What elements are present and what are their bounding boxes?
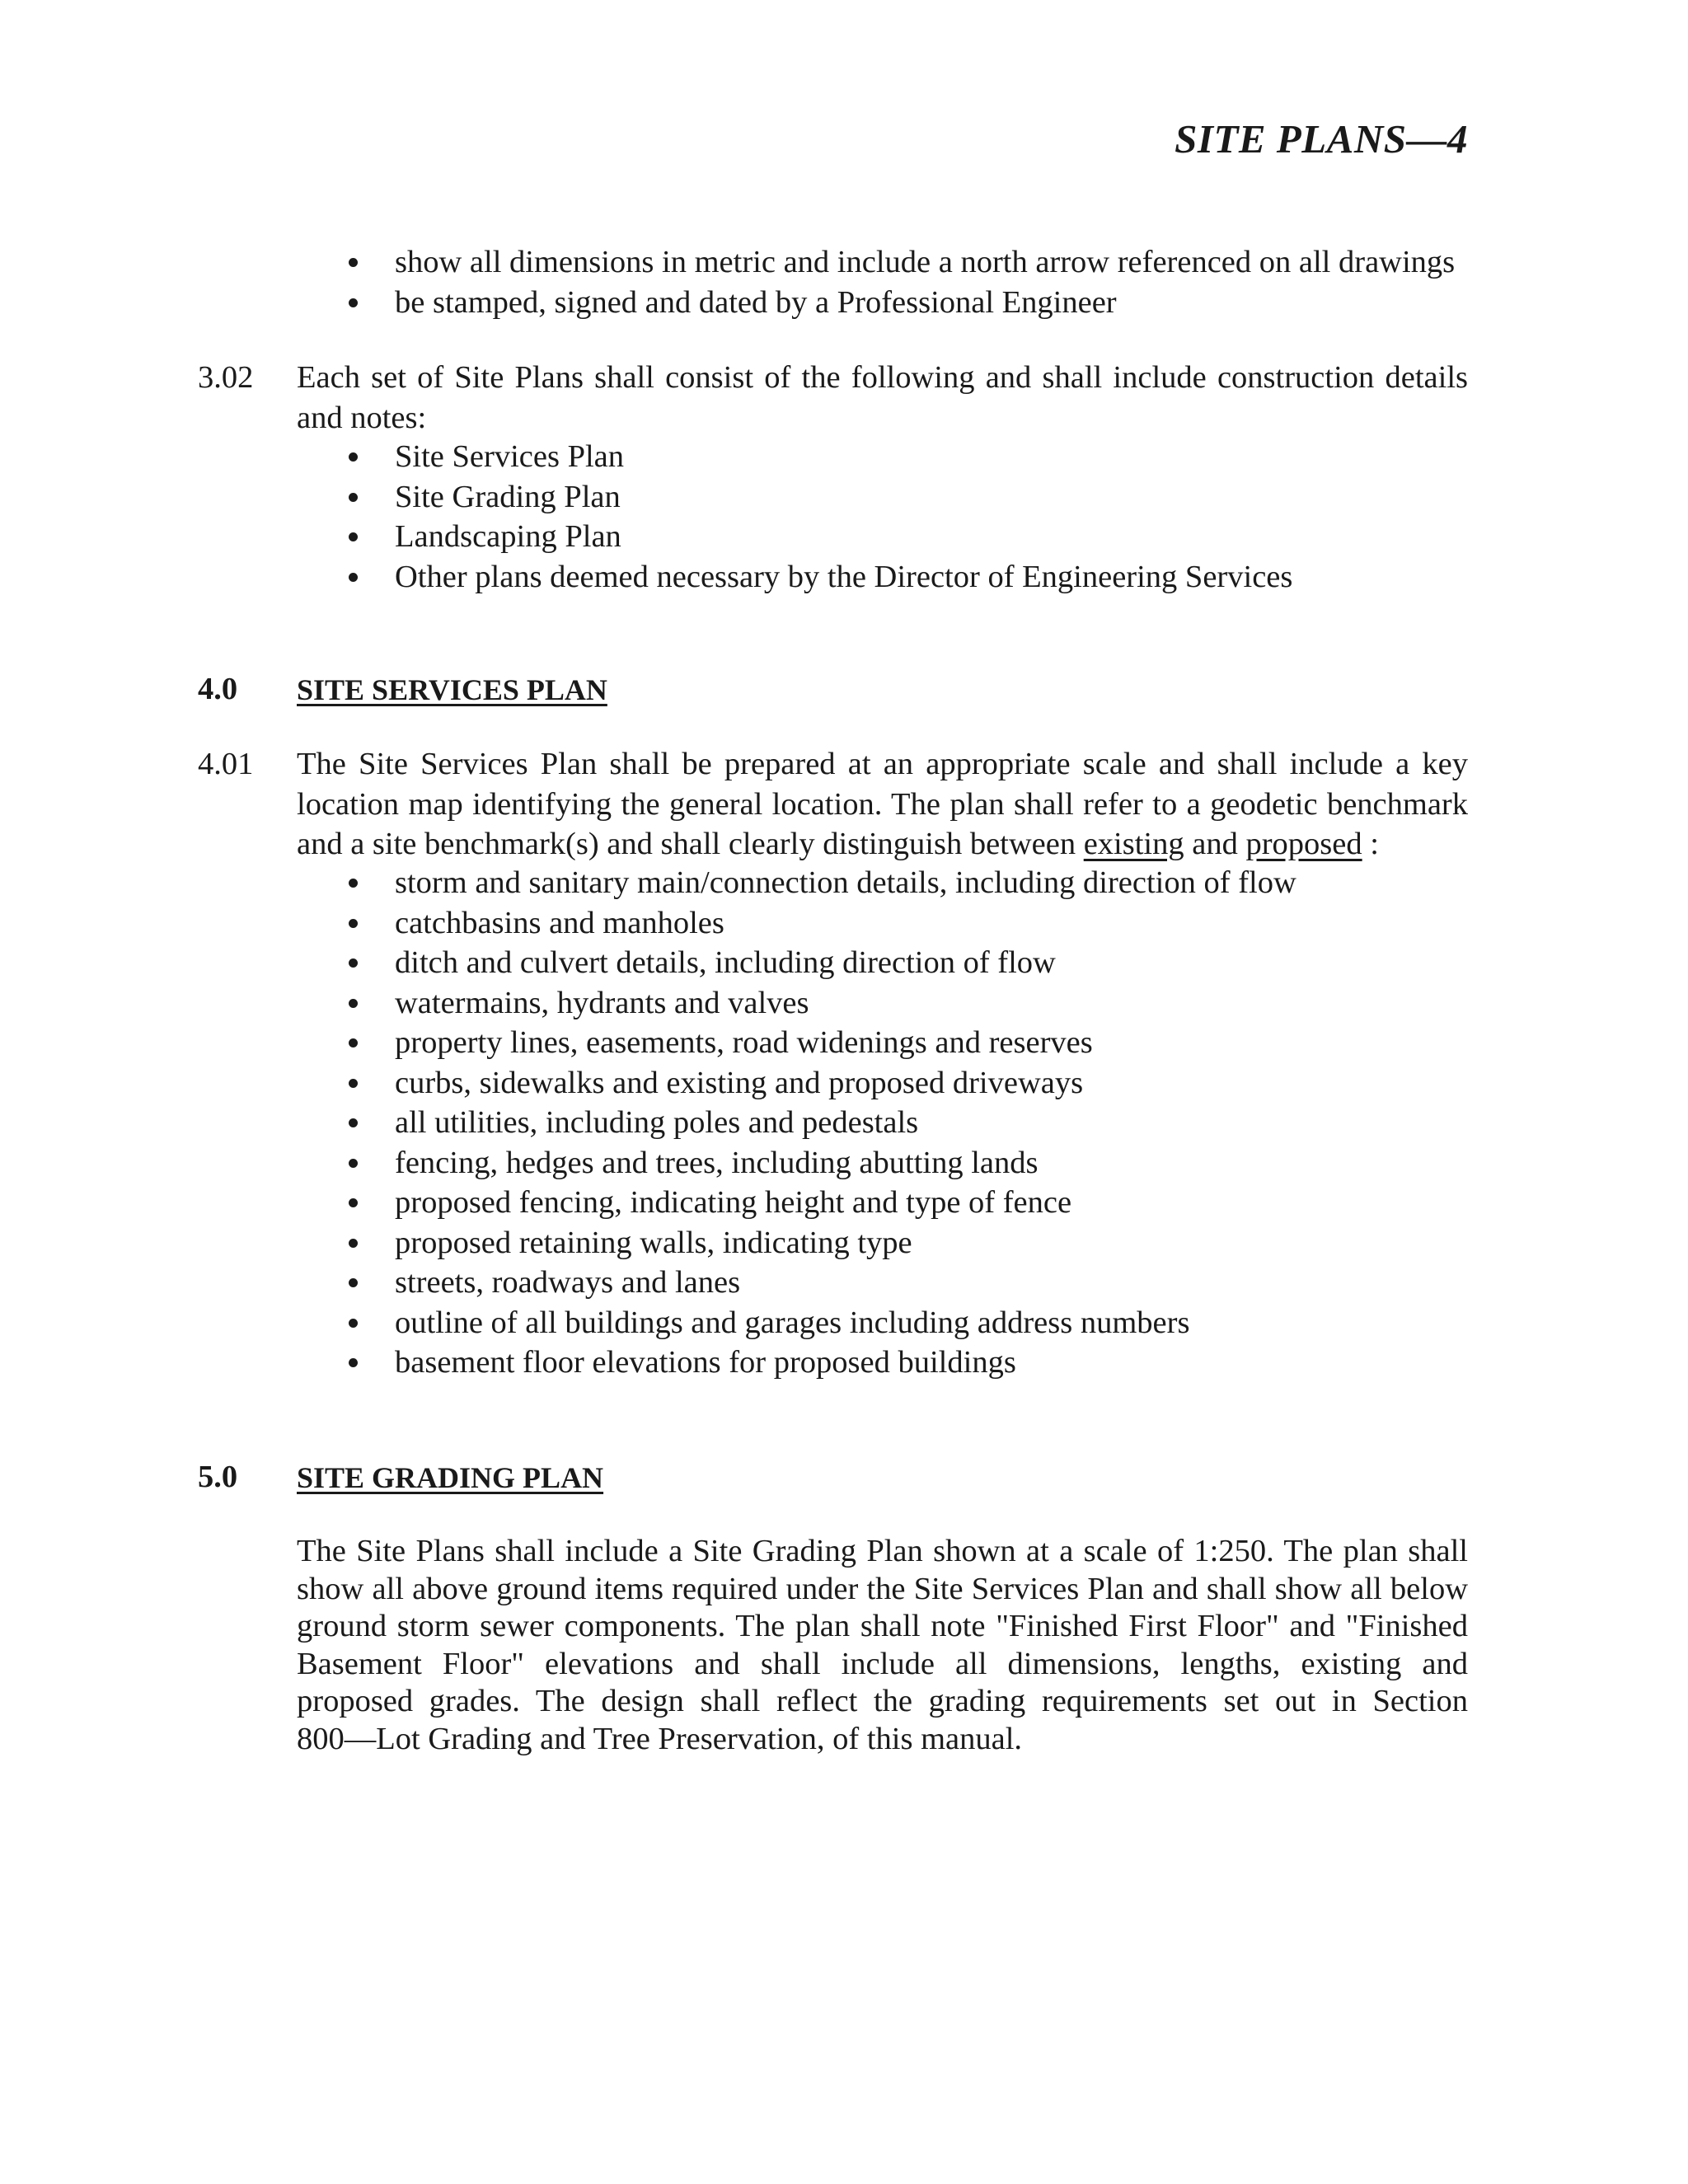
bullet-icon [349, 1198, 358, 1207]
bullet-icon [349, 298, 358, 307]
bullet-icon [349, 1319, 358, 1328]
section-number-5-0: 5.0 [198, 1460, 238, 1494]
bullet-icon [349, 1159, 358, 1168]
section-heading-site-services-plan: SITE SERVICES PLAN [297, 673, 607, 706]
bullet-icon [349, 879, 358, 888]
list-item: Landscaping Plan [297, 517, 1292, 557]
paragraph-line: and a site benchmark(s) and shall clearly distinguish between existing and proposed : [297, 827, 1379, 861]
paragraph-line: Basement Floor" elevations and shall include all dimensions, lengths, existing and [297, 1646, 1468, 1681]
page-header-title: SITE PLANS—4 [1175, 116, 1468, 162]
list-item: proposed retaining walls, indicating type [297, 1223, 1296, 1263]
bullet-icon [349, 999, 358, 1008]
bullet-icon [349, 573, 358, 582]
paragraph-line: Each set of Site Plans shall consist of the following and shall include construction details [297, 360, 1468, 395]
top-bullet-list [297, 242, 1455, 322]
section-5-0-paragraph [297, 1533, 1468, 1758]
paragraph-line: 800—Lot Grading and Tree Preservation, of this manual. [297, 1721, 1023, 1756]
section-3-02-paragraph [297, 358, 1468, 438]
list-item: storm and sanitary main/connection details, including direction of flow [297, 863, 1296, 903]
section-number-4-01: 4.01 [198, 747, 254, 781]
bullet-icon [349, 1079, 358, 1088]
paragraph-line: The Site Services Plan shall be prepared at an appropriate scale and shall include a key [297, 747, 1468, 781]
paragraph-line: location map identifying the general location. The plan shall refer to a geodetic benchmark [297, 786, 1468, 822]
list-item: all utilities, including poles and pedestals [297, 1103, 1296, 1143]
paragraph-line: show all above ground items required under the Site Services Plan and shall show all below [297, 1571, 1468, 1606]
list-item: outline of all buildings and garages including address numbers [297, 1303, 1296, 1343]
bullet-icon [349, 919, 358, 928]
paragraph-line: and notes: [297, 400, 427, 435]
paragraph-line: proposed grades. The design shall reflect the grading requirements set out in Section [297, 1684, 1468, 1718]
bullet-icon [349, 1278, 358, 1287]
list-item: show all dimensions in metric and include a north arrow referenced on all drawings [297, 242, 1455, 283]
section-number-4-0: 4.0 [198, 672, 238, 706]
paragraph-line: ground storm sewer components. The plan shall note "Finished First Floor" and "Finished [297, 1609, 1468, 1643]
bullet-icon [349, 258, 358, 267]
list-item: basement floor elevations for proposed buildings [297, 1343, 1296, 1383]
list-item: property lines, easements, road widenings and reserves [297, 1023, 1296, 1063]
section-3-02-bullet-list [297, 437, 1292, 597]
bullet-icon [349, 1358, 358, 1367]
list-item: ditch and culvert details, including direction of flow [297, 943, 1296, 983]
section-4-01-paragraph [297, 744, 1468, 865]
bullet-icon [349, 1038, 358, 1047]
bullet-icon [349, 532, 358, 541]
list-item: Site Grading Plan [297, 477, 1292, 518]
paragraph-line: The Site Plans shall include a Site Grading Plan shown at a scale of 1:250. The plan shall [297, 1534, 1468, 1568]
bullet-icon [349, 1118, 358, 1127]
section-heading-site-grading-plan: SITE GRADING PLAN [297, 1461, 604, 1494]
bullet-icon [349, 958, 358, 968]
bullet-icon [349, 1239, 358, 1248]
section-4-01-bullet-list [297, 863, 1296, 1383]
section-number-3-02: 3.02 [198, 360, 254, 395]
list-item: fencing, hedges and trees, including abutting lands [297, 1143, 1296, 1183]
list-item: curbs, sidewalks and existing and proposed driveways [297, 1063, 1296, 1104]
list-item: proposed fencing, indicating height and type of fence [297, 1183, 1296, 1223]
list-item: Other plans deemed necessary by the Director of Engineering Services [297, 557, 1292, 598]
underlined-term-existing: existing [1083, 827, 1184, 861]
list-item: catchbasins and manholes [297, 903, 1296, 944]
underlined-term-proposed: proposed [1245, 827, 1362, 861]
bullet-icon [349, 452, 358, 462]
list-item: Site Services Plan [297, 437, 1292, 477]
bullet-icon [349, 493, 358, 502]
list-item: streets, roadways and lanes [297, 1263, 1296, 1303]
list-item: watermains, hydrants and valves [297, 983, 1296, 1024]
list-item: be stamped, signed and dated by a Professional Engineer [297, 283, 1455, 323]
